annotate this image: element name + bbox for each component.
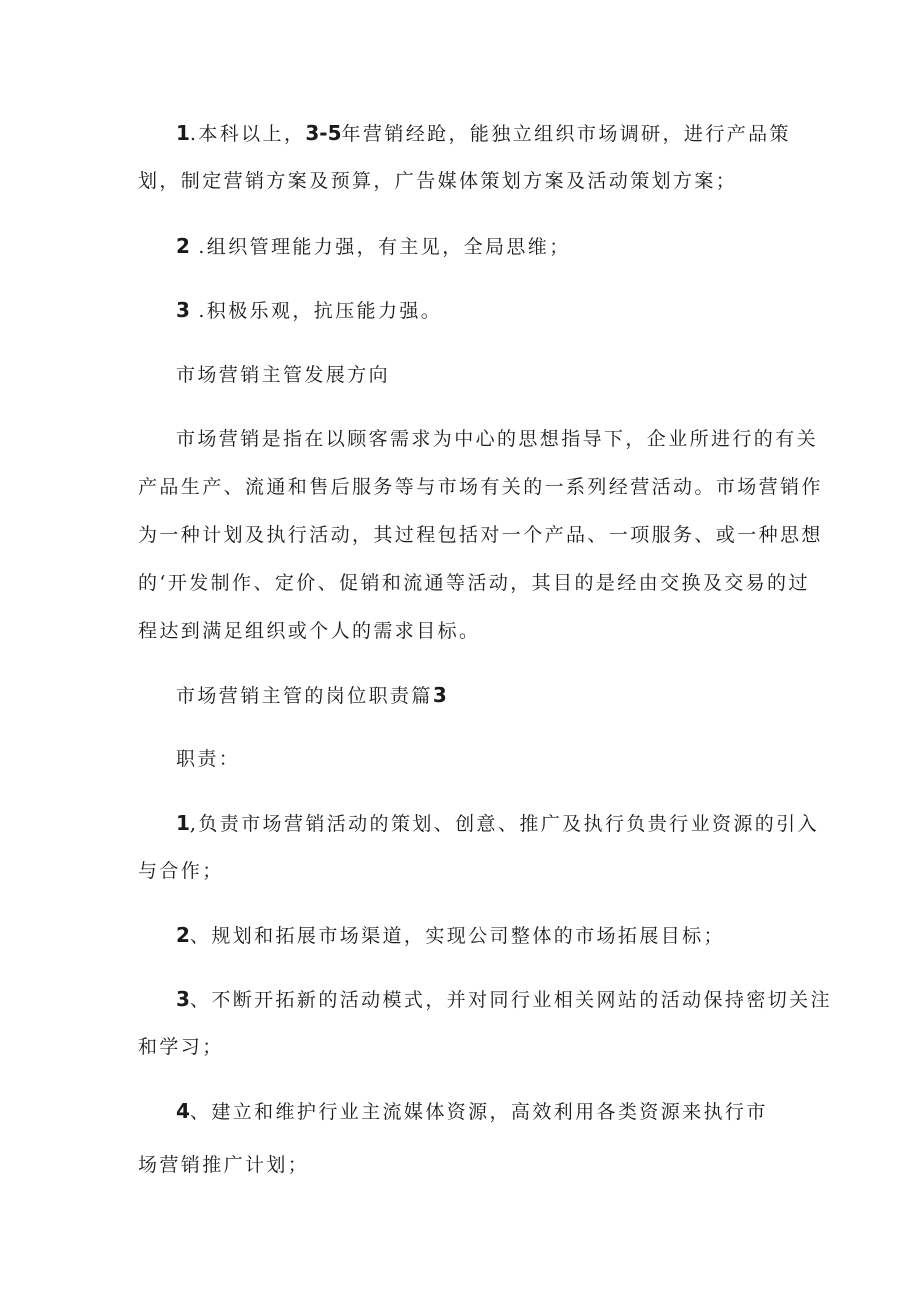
- paragraph-line: [138, 570, 810, 596]
- list-number: 3-5: [305, 121, 342, 145]
- duty-line-4-cont: [138, 1152, 309, 1178]
- req-line-1: [176, 120, 791, 147]
- heading-text: 市场营销主管发展方向: [176, 364, 391, 386]
- paragraph-text: .本科以上，: [189, 123, 306, 145]
- paragraph-text: 、不断开拓新的活动模式，并对同行业相关网站的活动保持密切关注: [189, 989, 832, 1011]
- duty-line-1-cont: [138, 858, 224, 884]
- list-number: 1: [176, 121, 190, 145]
- section-heading: [176, 362, 390, 388]
- duty-line-4: [176, 1098, 768, 1125]
- paragraph-text: 场营销推广计划；: [138, 1154, 310, 1176]
- paragraph-text: 、规划和拓展市场渠道，实现公司整体的市场拓展目标；: [189, 925, 725, 947]
- paragraph-text: 为一种计划及执行活动，其过程包括对一个产品、一项服务、或一种思想: [138, 524, 823, 546]
- paragraph-text: 年营销经跄，能独立组织市场调研，进行产品策: [341, 123, 791, 145]
- duty-line-3: [176, 986, 832, 1013]
- list-number: 2: [176, 234, 190, 258]
- heading-text: 市场营销主管的岗位职责篇: [176, 685, 433, 707]
- paragraph-text: 程达到满足组织或个人的需求目标。: [138, 620, 481, 642]
- paragraph-text: .积极乐观，抗压能力强。: [189, 300, 443, 322]
- paragraph-text: 与合作；: [138, 860, 224, 882]
- req-line-1-cont: [138, 168, 737, 194]
- paragraph-text: 产品生产、流通和售后服务等与市场有关的一系列经营活动。市场营销作: [138, 476, 823, 498]
- paragraph-text: 的‘开发制作、定价、促销和流通等活动，其目的是经由交换及交易的过: [138, 572, 810, 594]
- paragraph-text: 划，制定营销方案及预算，广告媒体策划方案及活动策划方案；: [138, 170, 738, 192]
- req-line-3: [176, 297, 442, 324]
- list-number: 2: [176, 923, 190, 947]
- duties-label: [176, 746, 240, 772]
- paragraph-text: 和学习；: [138, 1036, 224, 1058]
- paragraph-text: .组织管理能力强，有主见，全局思维；: [189, 236, 571, 258]
- list-number: 3: [176, 298, 190, 322]
- paragraph-text: ,负责市场营销活动的策划、创意、推广及执行负贵行业资源的引入: [189, 813, 819, 835]
- section-heading: [176, 682, 447, 709]
- req-line-2: [176, 233, 571, 260]
- duty-line-2: [176, 922, 725, 949]
- heading-number: 3: [432, 683, 447, 707]
- list-number: 3: [176, 987, 190, 1011]
- paragraph-line: [138, 618, 480, 644]
- paragraph-text: 市场营销是指在以顾客需求为中心的思想指导下，企业所进行的有关: [176, 428, 819, 450]
- label-text: 职责：: [176, 748, 241, 770]
- paragraph-line: [176, 426, 818, 452]
- paragraph-text: 、建立和维护行业主流媒体资源，高效利用各类资源来执行市: [189, 1101, 768, 1123]
- paragraph-line: [138, 522, 823, 548]
- duty-line-3-cont: [138, 1034, 224, 1060]
- paragraph-line: [138, 474, 823, 500]
- duty-line-1: [176, 810, 819, 837]
- list-number: 1: [176, 811, 190, 835]
- list-number: 4: [176, 1099, 190, 1123]
